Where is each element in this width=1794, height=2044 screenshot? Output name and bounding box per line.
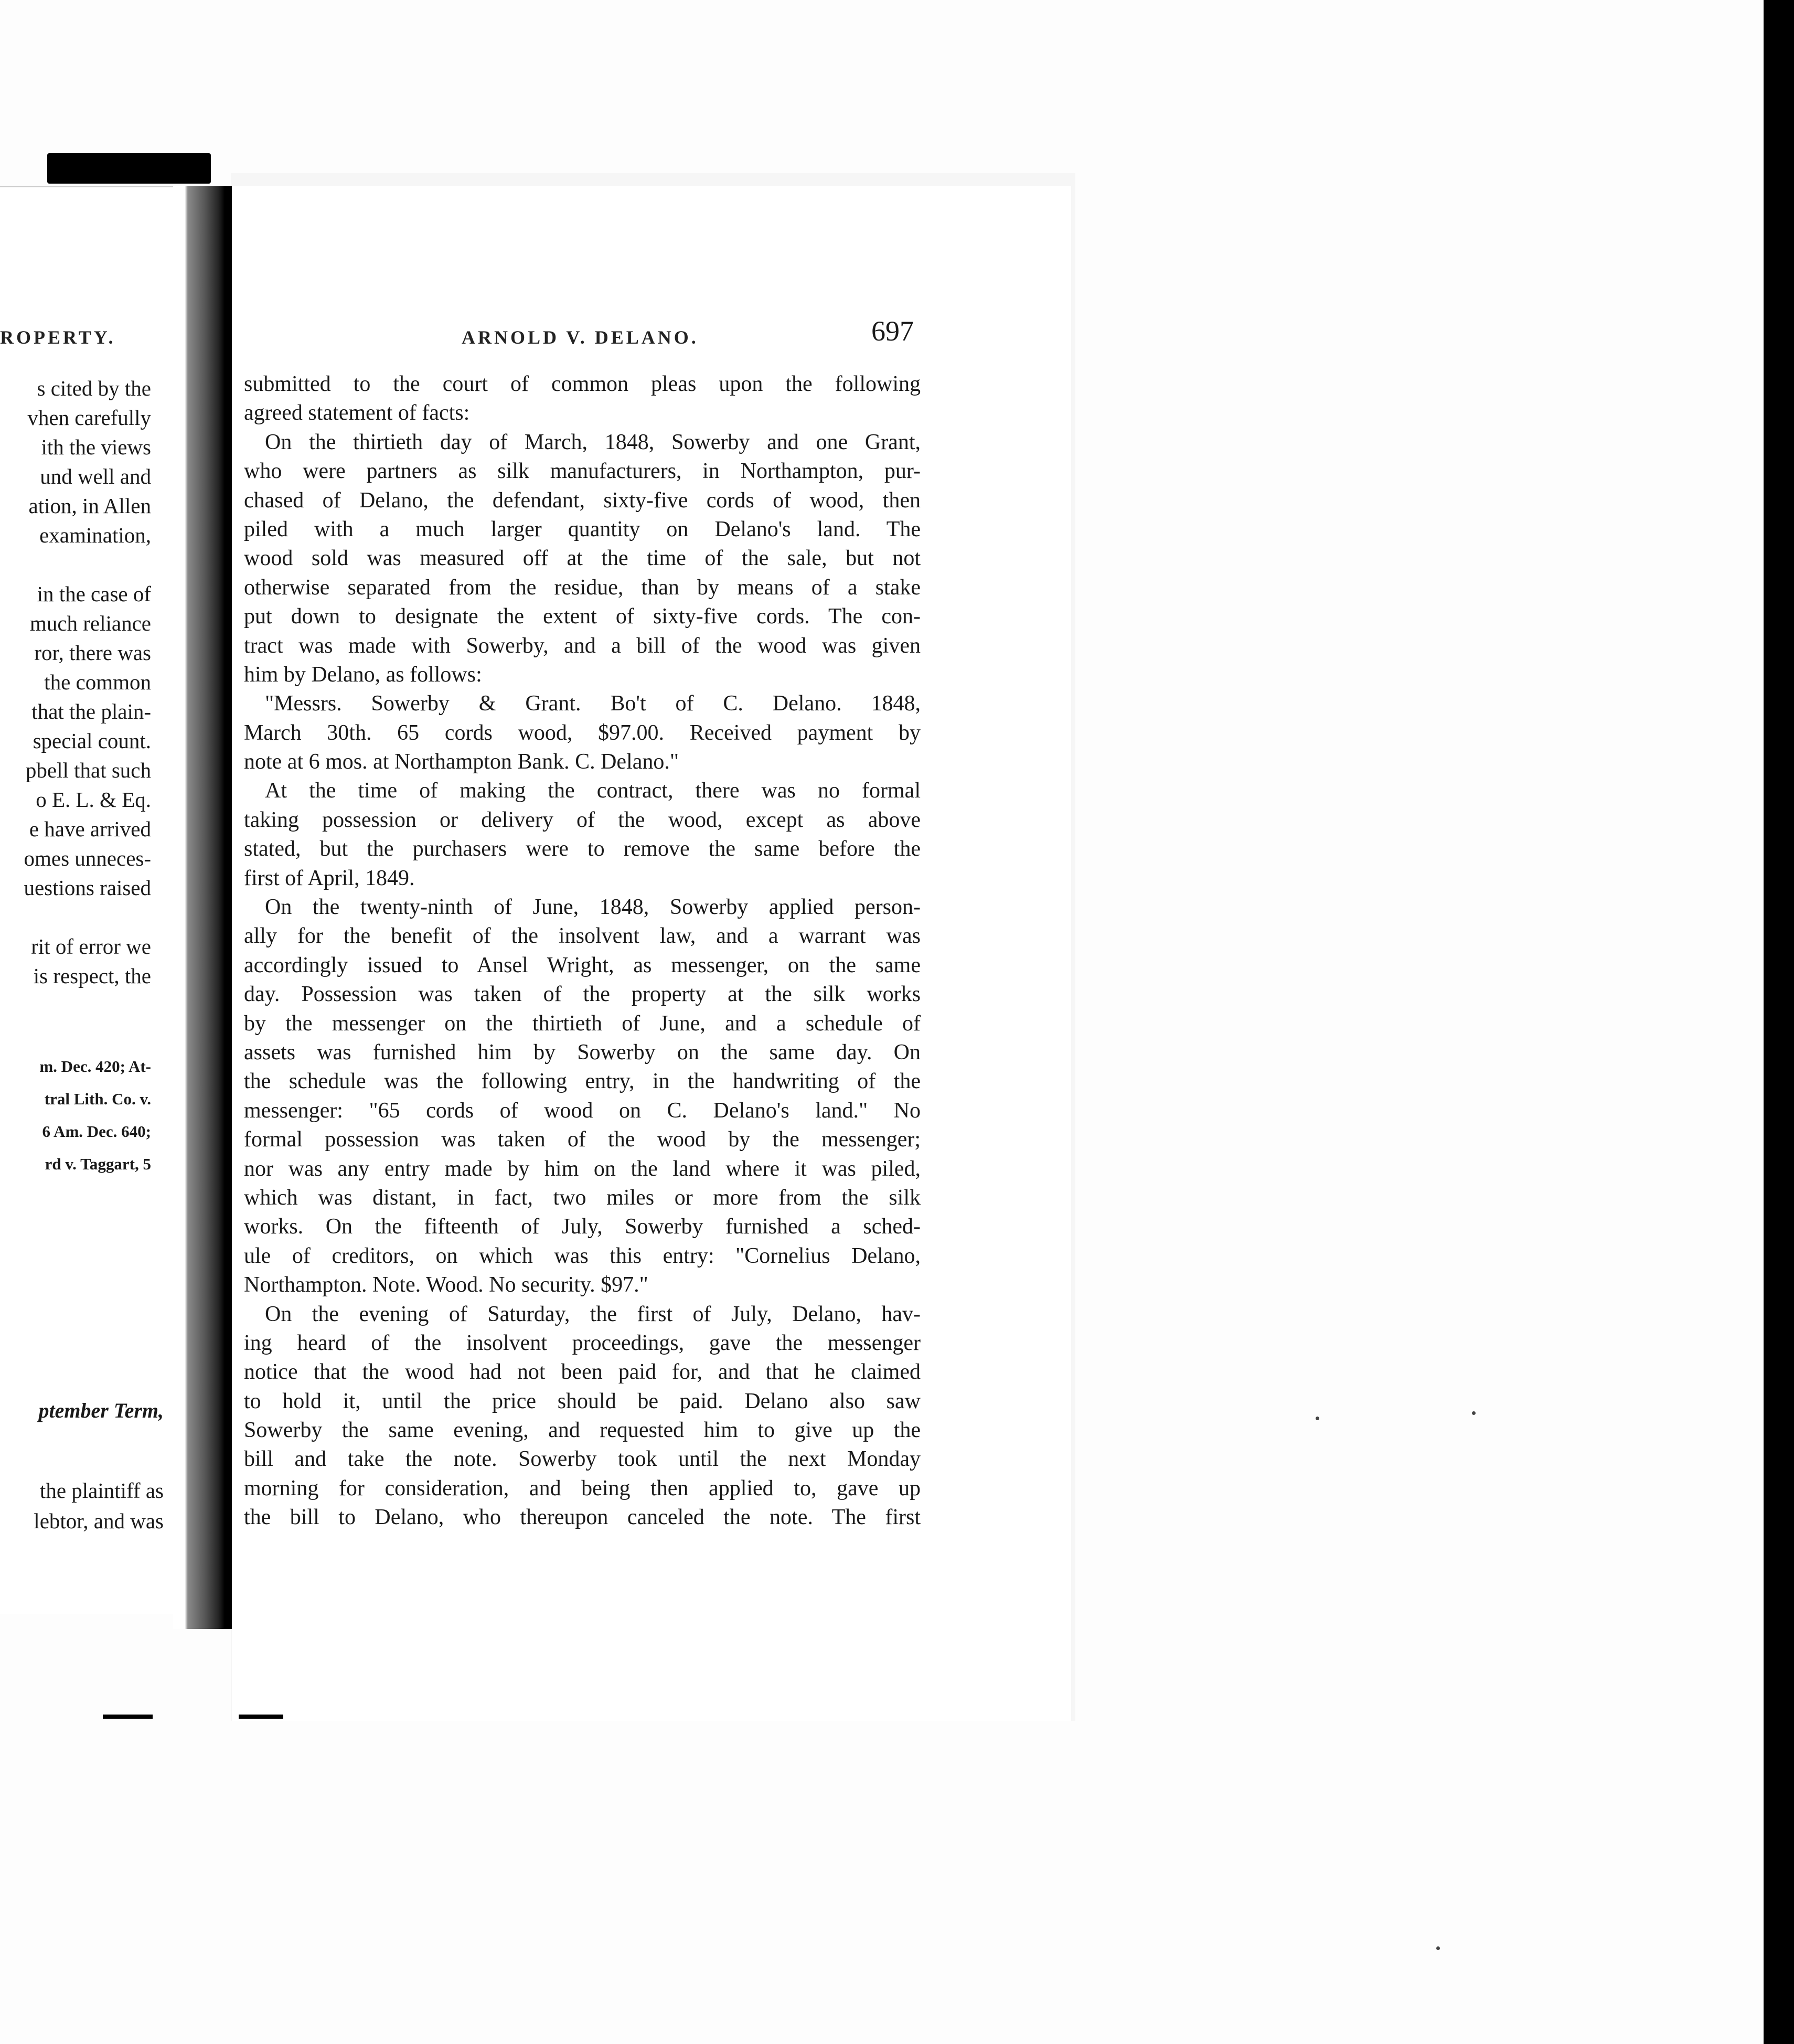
body-line: nor was any entry made by him on the land where it was piled, bbox=[244, 1156, 921, 1181]
body-line: to hold it, until the price should be paid. Delano also saw bbox=[244, 1389, 921, 1413]
body-line: "Messrs. Sowerby & Grant. Bo't of C. Delano. 1848, bbox=[265, 691, 921, 716]
body-line: him by Delano, as follows: bbox=[244, 662, 482, 687]
body-line: wood sold was measured off at the time of the sale, but not bbox=[244, 546, 921, 571]
left-line: special count. bbox=[33, 729, 151, 753]
body-line: agreed statement of facts: bbox=[244, 401, 470, 425]
left-line bbox=[0, 550, 151, 579]
left-term-heading: ptember Term, bbox=[38, 1399, 164, 1422]
left-line: o E. L. & Eq. bbox=[36, 787, 151, 812]
body-line: put down to designate the extent of sixty-five cords. The con- bbox=[244, 604, 921, 629]
body-line: March 30th. 65 cords wood, $97.00. Received payment by bbox=[244, 720, 921, 745]
left-line: s cited by the bbox=[37, 376, 151, 400]
body-line: tract was made with Sowerby, and a bill of the wood was given bbox=[244, 633, 921, 658]
left-page-tab bbox=[47, 153, 211, 184]
left-line: vhen carefully bbox=[27, 406, 151, 430]
body-line: On the thirtieth day of March, 1848, Sowerby and one Grant, bbox=[265, 430, 921, 454]
body-line: ally for the benefit of the insolvent law, and a warrant was bbox=[244, 924, 921, 949]
left-line: ith the views bbox=[41, 435, 151, 459]
body-line: which was distant, in fact, two miles or more from the silk bbox=[244, 1185, 921, 1210]
body-line: piled with a much larger quantity on Delano's land. The bbox=[244, 517, 921, 541]
body-line: bill and take the note. Sowerby took until the next Monday bbox=[244, 1447, 921, 1472]
left-line: the common bbox=[44, 670, 151, 694]
body-line: notice that the wood had not been paid for, and that he claimed bbox=[244, 1360, 921, 1385]
left-closing-lines bbox=[0, 1475, 164, 1536]
left-footnote-line: rd v. Taggart, 5 bbox=[45, 1155, 151, 1173]
left-footnote-line: 6 Am. Dec. 640; bbox=[42, 1122, 151, 1141]
body-line: first of April, 1849. bbox=[244, 866, 415, 890]
left-page-lines bbox=[0, 374, 151, 991]
body-line: accordingly issued to Ansel Wright, as messenger, on the same bbox=[244, 953, 921, 977]
body-line: messenger: "65 cords of wood on C. Delano's land." No bbox=[244, 1098, 921, 1123]
body-line: taking possession or delivery of the wood, except as above bbox=[244, 807, 921, 832]
body-line: ule of creditors, on which was this entry: "Cornelius Delano, bbox=[244, 1243, 921, 1268]
left-line: much reliance bbox=[29, 611, 151, 635]
body-line: day. Possession was taken of the property at the silk works bbox=[244, 982, 921, 1007]
body-line: the bill to Delano, who thereupon canceled the note. The first bbox=[244, 1505, 921, 1530]
left-line: und well and bbox=[40, 464, 151, 488]
left-line: ation, in Allen bbox=[28, 494, 151, 518]
left-line: is respect, the bbox=[33, 964, 151, 988]
left-line: omes unneces- bbox=[24, 846, 151, 870]
body-line: the schedule was the following entry, in the handwriting of the bbox=[244, 1069, 921, 1094]
left-line: uestions raised bbox=[24, 876, 151, 900]
body-line: chased of Delano, the defendant, sixty-five cords of wood, then bbox=[244, 488, 921, 513]
left-line: e have arrived bbox=[29, 817, 151, 841]
body-line: submitted to the court of common pleas upon the following bbox=[244, 372, 921, 396]
left-footnotes bbox=[0, 1050, 151, 1180]
body-line: stated, but the purchasers were to remove the same before the bbox=[244, 837, 921, 861]
left-line: pbell that such bbox=[25, 758, 151, 782]
left-line: the plaintiff as bbox=[39, 1478, 164, 1503]
left-line: in the case of bbox=[37, 582, 151, 606]
body-line: On the twenty-ninth of June, 1848, Sowerby applied person- bbox=[265, 895, 921, 920]
left-footnote-line: tral Lith. Co. v. bbox=[44, 1090, 151, 1108]
left-line bbox=[0, 902, 151, 932]
right-running-head: ARNOLD V. DELANO. bbox=[462, 327, 699, 348]
scan-speck bbox=[1436, 1946, 1440, 1950]
scan-speck bbox=[1472, 1411, 1476, 1415]
body-line: otherwise separated from the residue, than by means of a stake bbox=[244, 575, 921, 600]
body-line: assets was furnished him by Sowerby on the same day. On bbox=[244, 1040, 921, 1064]
body-line: who were partners as silk manufacturers, in Northampton, pur- bbox=[244, 459, 921, 484]
left-footnote-line: m. Dec. 420; At- bbox=[39, 1057, 151, 1076]
left-line: examination, bbox=[39, 523, 151, 547]
body-line: ing heard of the insolvent proceedings, gave the messenger bbox=[244, 1330, 921, 1355]
page-number: 697 bbox=[871, 315, 914, 347]
body-line: Sowerby the same evening, and requested him to give up the bbox=[244, 1418, 921, 1443]
body-line: works. On the fifteenth of July, Sowerby furnished a sched- bbox=[244, 1215, 921, 1239]
left-running-head: ROPERTY. bbox=[0, 327, 116, 348]
right-page-body bbox=[244, 370, 921, 1532]
body-line: At the time of making the contract, there was no formal bbox=[265, 779, 921, 803]
body-line: by the messenger on the thirtieth of June, and a schedule of bbox=[244, 1011, 921, 1036]
book-binding bbox=[173, 186, 232, 1629]
body-line: formal possession was taken of the wood by the messenger; bbox=[244, 1127, 921, 1152]
left-line: rit of error we bbox=[31, 934, 151, 959]
left-line: lebtor, and was bbox=[34, 1509, 164, 1533]
body-line: On the evening of Saturday, the first of July, Delano, hav- bbox=[265, 1302, 921, 1326]
body-line: note at 6 mos. at Northampton Bank. C. Delano." bbox=[244, 750, 679, 774]
left-line: that the plain- bbox=[31, 699, 151, 723]
page-foot-right bbox=[239, 1715, 283, 1766]
body-line: Northampton. Note. Wood. No security. $97." bbox=[244, 1273, 648, 1297]
body-line: morning for consideration, and being then applied to, gave up bbox=[244, 1476, 921, 1500]
scan-speck bbox=[1316, 1417, 1319, 1420]
left-line: ror, there was bbox=[34, 641, 151, 665]
page-foot-left bbox=[103, 1715, 153, 1766]
scan-edge bbox=[1764, 0, 1794, 2044]
